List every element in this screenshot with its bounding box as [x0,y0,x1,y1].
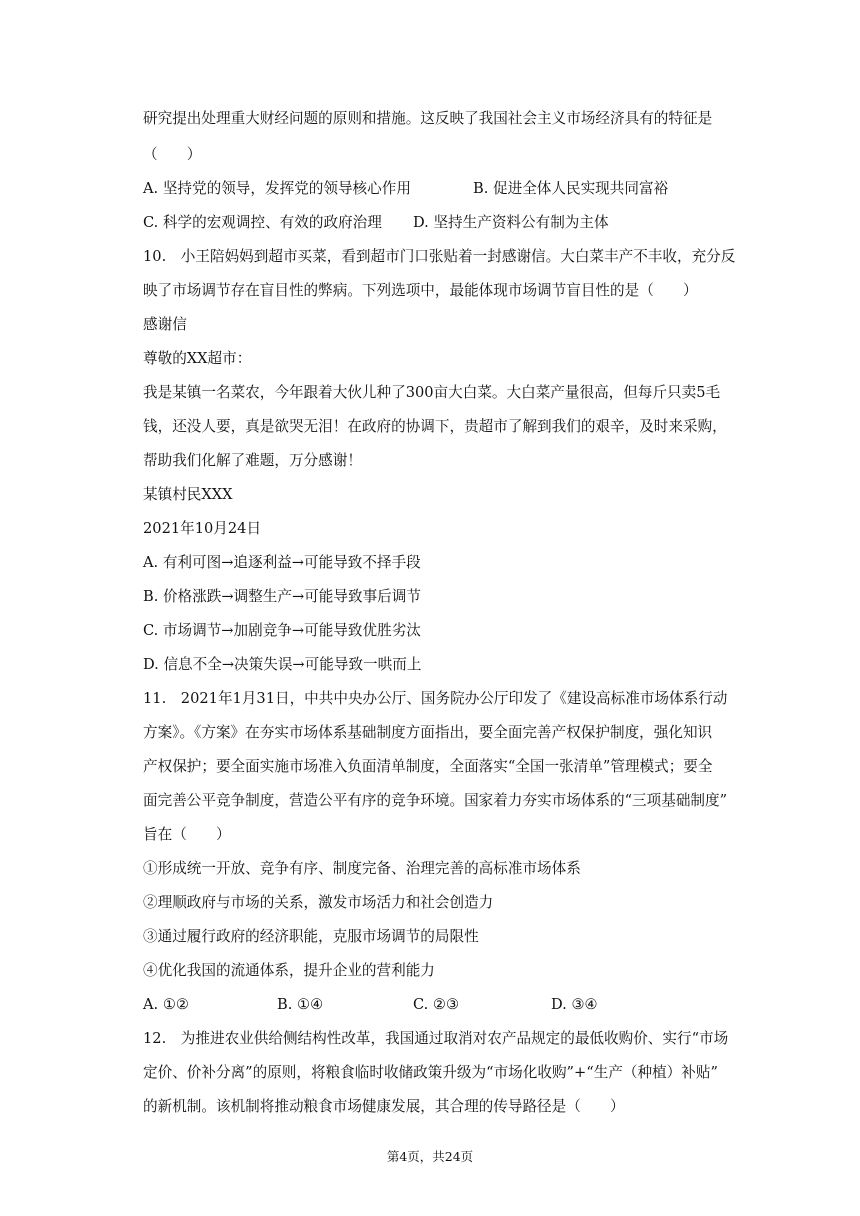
letter-body-line-1: 我是某镇一名菜农，今年跟着大伙儿种了300亩大白菜。大白菜产量很高，但每斤只卖5毛 [143,384,721,401]
q11-option-b: B. ①④ [277,996,324,1013]
q10-option-d: D. 信息不全→决策失误→可能导致一哄而上 [143,656,422,673]
q11-item-4: ④优化我国的流通体系，提升企业的营利能力 [143,962,435,979]
q10-stem-line-1: 10. 小王陪妈妈到超市买菜，看到超市门口张贴着一封感谢信。大白菜丰产不丰收，充分反 [143,248,736,265]
q11-stem-line-4: 面完善公平竞争制度，营造公平有序的竞争环境。国家着力夯实市场体系的“三项基础制度” [143,792,728,809]
q10-option-b: B. 价格涨跌→调整生产→可能导致事后调节 [143,588,421,605]
q11-option-a: A. ①② [143,996,189,1013]
letter-body-line-3: 帮助我们化解了难题，万分感谢！ [143,452,362,469]
q11-stem-line-2: 方案》。《方案》在夯实市场体系基础制度方面指出，要全面完善产权保护制度，强化知识 [143,724,713,741]
q11-stem-line-3: 产权保护；要全面实施市场准入负面清单制度，全面落实“全国一张清单”管理模式；要全 [143,758,713,775]
q11-stem-line-5: 旨在（ ） [143,826,231,843]
q9-stem-tail: 研究提出处理重大财经问题的原则和措施。这反映了我国社会主义市场经济具有的特征是 [143,110,713,127]
letter-title: 感谢信 [143,316,187,333]
q12-stem-line-1: 12. 为推进农业供给侧结构性改革，我国通过取消对农产品规定的最低收购价、实行“市场 [143,1030,729,1047]
page-number-footer: 第4页，共24页 [386,1149,474,1164]
q10-option-a: A. 有利可图→追逐利益→可能导致不择手段 [143,554,421,571]
q9-answer-paren: （ ） [143,146,202,163]
q9-option-b: B. 促进全体人民实现共同富裕 [473,180,669,197]
letter-date: 2021年10月24日 [143,520,262,537]
q9-option-a: A. 坚持党的领导，发挥党的领导核心作用 [143,180,411,197]
q9-option-c: C. 科学的宏观调控、有效的政府治理 [143,214,382,231]
q11-item-2: ②理顺政府与市场的关系，激发市场活力和社会创造力 [143,894,494,911]
q11-item-1: ①形成统一开放、竞争有序、制度完备、治理完善的高标准市场体系 [143,860,581,877]
q11-stem-line-1: 11. 2021年1月31日，中共中央办公厅、国务院办公厅印发了《建设高标准市场体系行动 [143,690,728,707]
q12-stem-line-2: 定价、价补分离”的原则，将粮食临时收储政策升级为“市场化收购”+“生产（种植）补贴” [143,1064,718,1081]
q11-item-3: ③通过履行政府的经济职能，克服市场调节的局限性 [143,928,479,945]
q10-option-c: C. 市场调节→加剧竞争→可能导致优胜劣汰 [143,622,421,639]
letter-body-line-2: 钱，还没人要，真是欲哭无泪！在政府的协调下，贵超市了解到我们的艰辛，及时来采购， [143,418,727,435]
letter-signature: 某镇村民XXX [143,486,233,503]
q12-stem-line-3: 的新机制。该机制将推动粮食市场健康发展，其合理的传导路径是（ ） [143,1098,625,1115]
q11-option-c: C. ②③ [413,996,460,1013]
letter-salutation: 尊敬的XX超市： [143,350,252,367]
q11-option-d: D. ③④ [551,996,598,1013]
q9-option-d: D. 坚持生产资料公有制为主体 [413,214,609,231]
q10-stem-line-2: 映了市场调节存在盲目性的弊病。下列选项中，最能体现市场调节盲目性的是（ ） [143,282,698,299]
